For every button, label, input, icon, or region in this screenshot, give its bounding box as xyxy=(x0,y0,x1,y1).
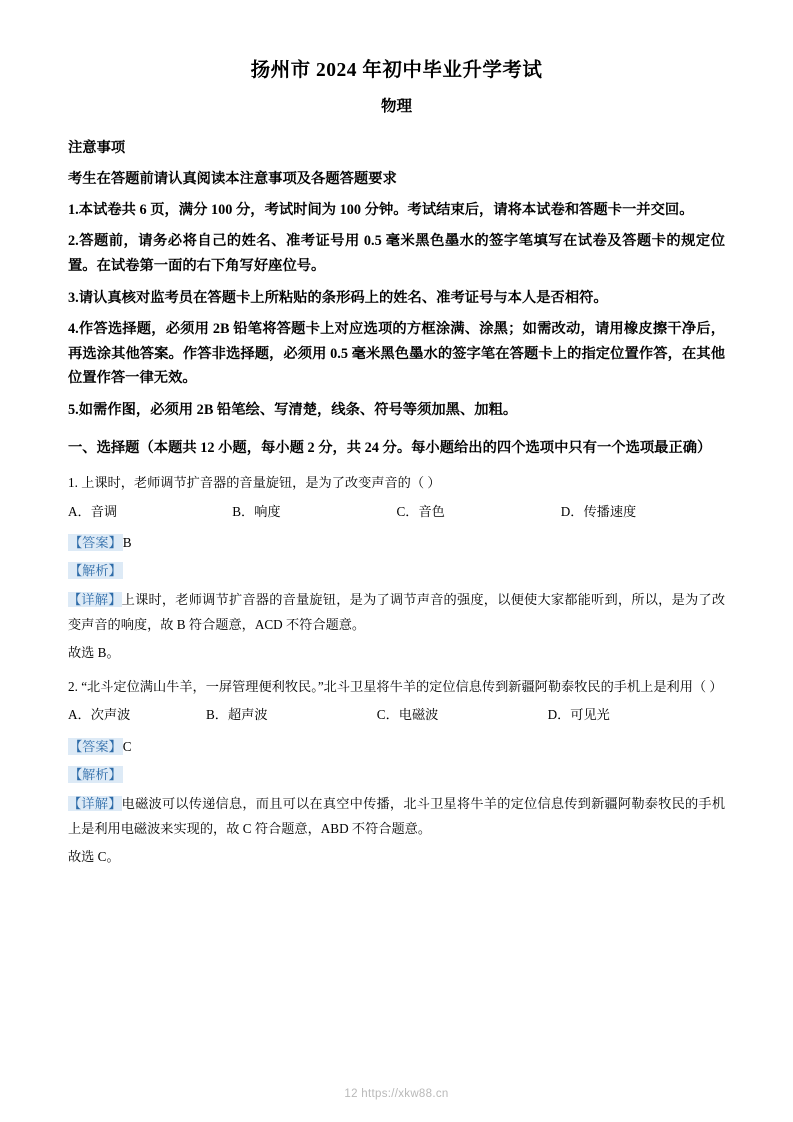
page-subtitle: 物理 xyxy=(380,98,412,116)
notice-item-1: 1.本试卷共 6 页，满分 100 分，考试时间为 100 分钟。考试结束后，请将本试卷和答题卡一并交回。 xyxy=(68,201,694,218)
answer-conclusion: 故选 B。 xyxy=(68,645,120,661)
answer-line xyxy=(68,735,725,759)
detail-explanation xyxy=(68,588,725,637)
detail-text: 上课时，老师调节扩音器的音量旋钮，是为了调节声音的强度，以便使大家都能听到，所以，是为了改变声音的响度，故 B 符合题意，ACD 不符合题意。 xyxy=(68,592,726,632)
option-b: B．响度 xyxy=(232,503,281,519)
analysis-line xyxy=(68,559,725,583)
notice-lead: 考生在答题前请认真阅读本注意事项及各题答题要求 xyxy=(68,170,397,187)
option-c: C．电磁波 xyxy=(376,707,439,723)
question-item xyxy=(68,675,725,869)
notice-item-4: 4.作答选择题，必须用 2B 铅笔将答题卡上对应选项的方框涂满、涂黑；如需改动，请用橡皮擦干净后，再选涂其他答案。作答非选择题，必须用 0.5 毫米黑色墨水的签字笔在答题卡上的指定位置作答，在其他位置作答一律无效。 xyxy=(68,321,725,387)
analysis-line xyxy=(68,763,725,787)
option-b: B．超声波 xyxy=(205,707,268,723)
question-item xyxy=(68,471,725,665)
answer-label: 【答案】 xyxy=(69,534,122,550)
question-stem: 1. 上课时，老师调节扩音器的音量旋钮，是为了改变声音的（ ） xyxy=(68,475,441,490)
page-footer: 12 https://xkw88.cn xyxy=(344,1088,449,1100)
notice-heading: 注意事项 xyxy=(68,140,126,157)
option-c: C．音色 xyxy=(396,503,445,519)
answer-conclusion: 故选 C。 xyxy=(68,848,120,864)
answer-value: B xyxy=(122,534,132,550)
detail-explanation xyxy=(68,792,725,841)
analysis-label: 【解析】 xyxy=(69,562,122,578)
notice-item-2: 2.答题前，请务必将自己的姓名、准考证号用 0.5 毫米黑色墨水的签字笔填写在试卷及答题卡的规定位置。在试卷第一面的右下角写好座位号。 xyxy=(68,233,725,274)
notice-item-5: 5.如需作图，必须用 2B 铅笔绘、写清楚，线条、符号等须加黑、加粗。 xyxy=(68,401,518,418)
option-d: D．可见光 xyxy=(547,707,610,723)
detail-label: 【详解】 xyxy=(68,592,122,608)
page-title: 扬州市 2024 年初中毕业升学考试 xyxy=(250,60,543,81)
option-a: A．次声波 xyxy=(68,707,131,723)
analysis-label: 【解析】 xyxy=(69,766,122,782)
section-title-multiple-choice: 一、选择题（本题共 12 小题，每小题 2 分，共 24 分。每小题给出的四个选项中只有一个选项最正确） xyxy=(68,440,712,457)
question-options xyxy=(68,704,725,726)
detail-label: 【详解】 xyxy=(68,796,122,812)
option-d: D．传播速度 xyxy=(560,503,637,519)
question-stem: 2. “北斗定位满山牛羊，一屏管理便利牧民。”北斗卫星将牛羊的定位信息传到新疆阿勒泰牧民的手机上是利用（ ） xyxy=(68,678,723,694)
answer-line xyxy=(68,531,725,555)
answer-label: 【答案】 xyxy=(69,738,122,754)
detail-text: 电磁波可以传递信息，而且可以在真空中传播，北斗卫星将牛羊的定位信息传到新疆阿勒泰牧民的手机上是利用电磁波来实现的，故 C 符合题意，ABD 不符合题意。 xyxy=(68,796,726,836)
notice-item-3: 3.请认真核对监考员在答题卡上所粘贴的条形码上的姓名、准考证号与本人是否相符。 xyxy=(68,289,608,306)
answer-value: C xyxy=(122,738,132,754)
question-options xyxy=(68,501,725,523)
option-a: A．音调 xyxy=(68,503,118,519)
